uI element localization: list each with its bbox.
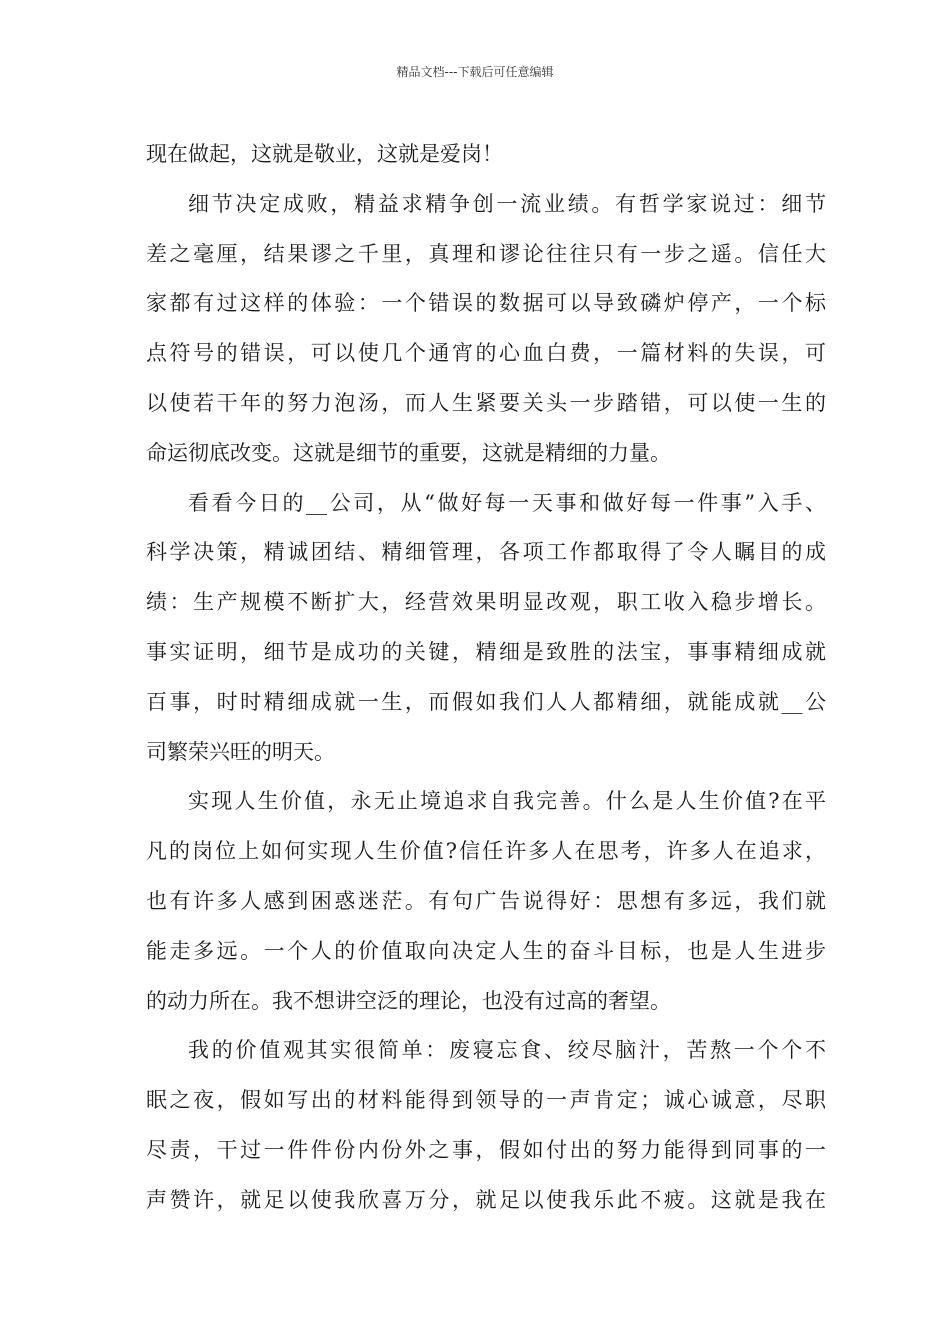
text-line: 细节决定成败，精益求精争创一流业绩。有哲学家说过：细节	[188, 191, 826, 216]
text-line: 命运彻底改变。这就是细节的重要，这就是精细的力量。	[146, 440, 671, 465]
text-line: 实现人生价值，永无止境追求自我完善。什么是人生价值?在平	[188, 789, 826, 814]
text-line: 尽责，干过一件件份内份外之事，假如付出的努力能得到同事的一	[146, 1137, 826, 1162]
text-line: 眠之夜，假如写出的材料能得到领导的一声肯定；诚心诚意，尽职	[146, 1088, 826, 1113]
text-line: 我的价值观其实很简单：废寝忘食、绞尽脑汁，苦熬一个个不	[188, 1038, 826, 1063]
text-line: 点符号的错误，可以使几个通宵的心血白费，一篇材料的失误，可	[146, 341, 826, 366]
document-body	[146, 130, 826, 1226]
text-line: 差之毫厘，结果谬之千里，真理和谬论往往只有一步之遥。信任大	[146, 241, 826, 266]
text-line: 事实证明，细节是成功的关键，精细是致胜的法宝，事事精细成就	[146, 639, 826, 664]
text-line: 的动力所在。我不想讲空泛的理论，也没有过高的奢望。	[146, 988, 671, 1013]
text-line: 也有许多人感到困惑迷茫。有句广告说得好：思想有多远，我们就	[146, 888, 826, 913]
text-line: 百事，时时精细成就一生，而假如我们人人都精细，就能成就__公	[146, 689, 826, 714]
page-header: 精品文档---下载后可任意编辑	[396, 65, 554, 79]
text-line: 能走多远。一个人的价值取向决定人生的奋斗目标，也是人生进步	[146, 938, 826, 963]
text-line: 绩：生产规模不断扩大，经营效果明显改观，职工收入稳步增长。	[146, 590, 826, 615]
text-line: 家都有过这样的体验：一个错误的数据可以导致磷炉停产，一个标	[146, 291, 826, 316]
text-line: 司繁荣兴旺的明天。	[146, 739, 335, 764]
text-line: 以使若干年的努力泡汤，而人生紧要关头一步踏错，可以使一生的	[146, 390, 826, 415]
text-line: 看看今日的__公司，从“做好每一天事和做好每一件事”入手、	[188, 490, 826, 515]
text-line: 现在做起，这就是敬业，这就是爱岗！	[146, 142, 503, 166]
text-line: 凡的岗位上如何实现人生价值?信任许多人在思考，许多人在追求，	[146, 839, 826, 864]
text-line: 声赞许，就足以使我欣喜万分，就足以使我乐此不疲。这就是我在	[146, 1187, 826, 1212]
text-line: 科学决策，精诚团结、精细管理，各项工作都取得了令人瞩目的成	[146, 540, 826, 565]
